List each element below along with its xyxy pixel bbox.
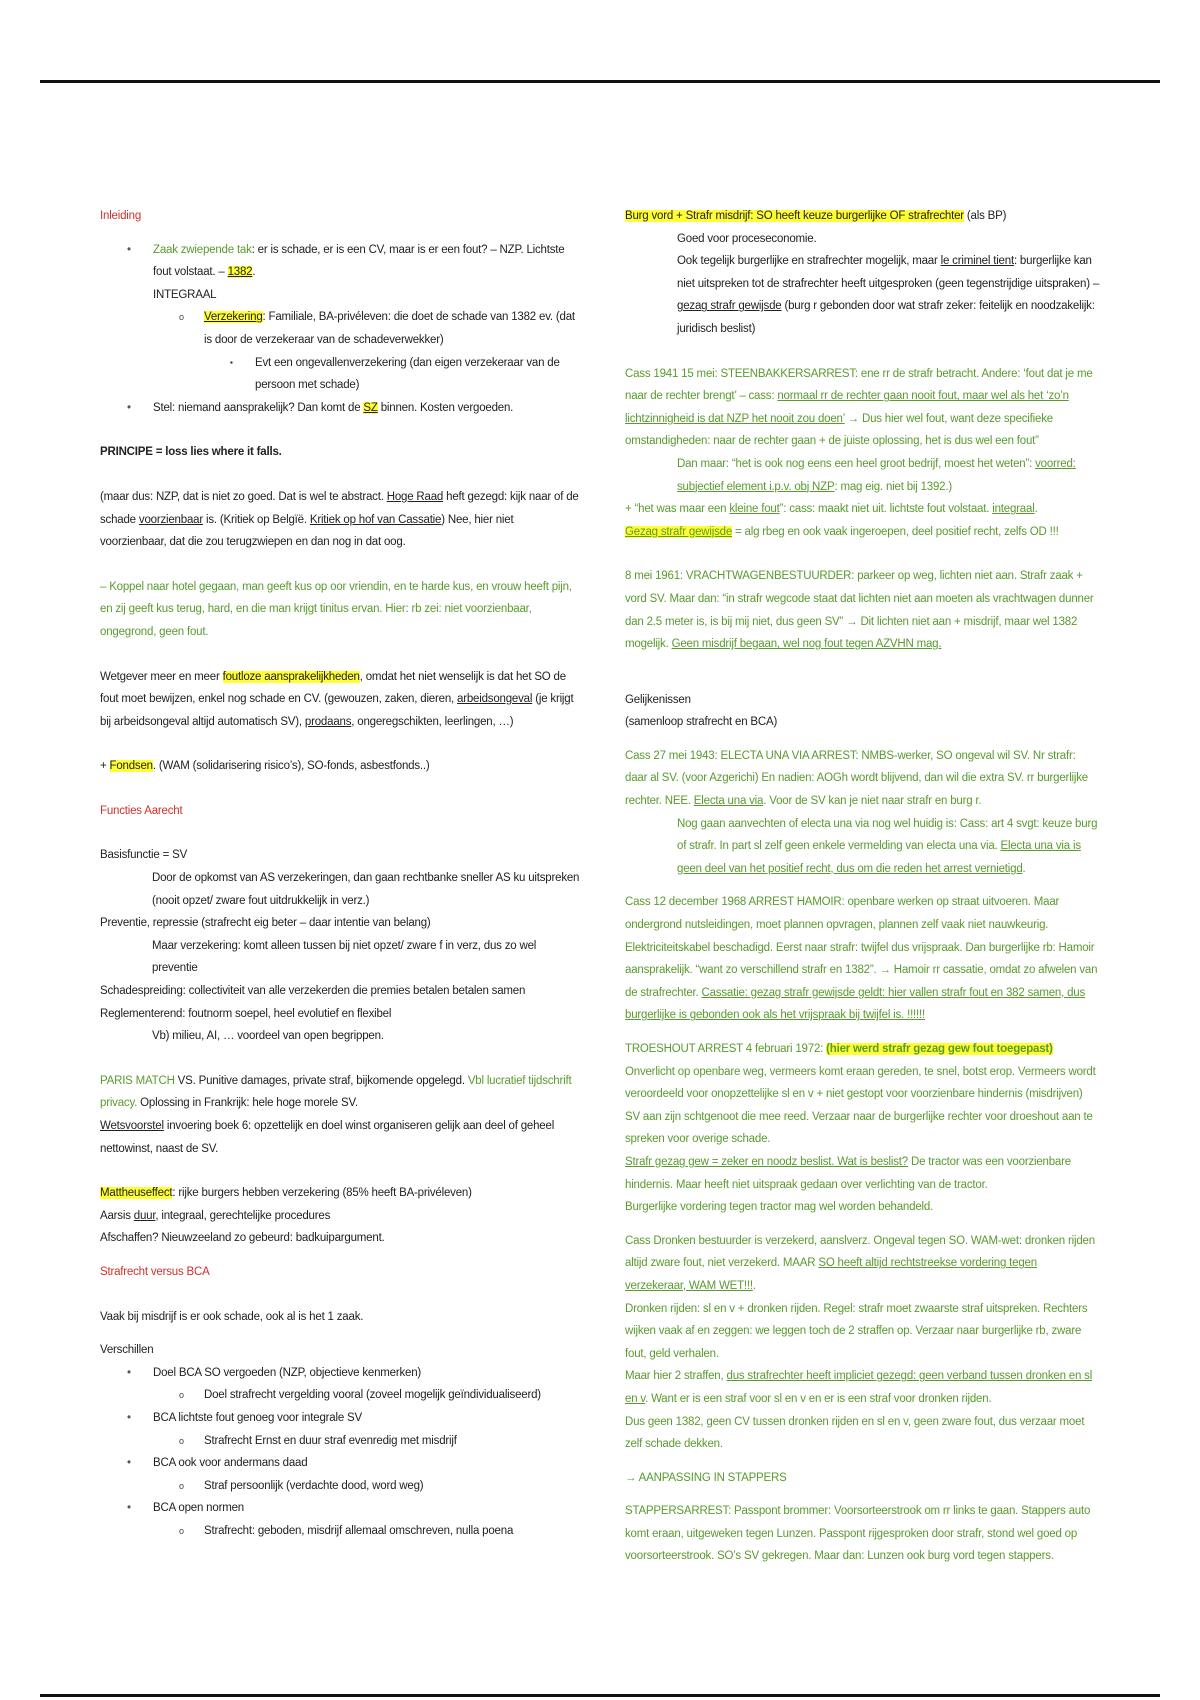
list-item: o Verzekering: Familiale, BA-privéleven: die doet de schade van 1382 ev. (dat is door de verzekeraar van de schadeverwekker) (100, 306, 580, 351)
paragraph: Basisfunctie = SV (100, 849, 188, 862)
case-paragraph: + “het was maar een kleine fout”: cass: maakt niet uit. lichtste fout volstaat. integraal. (625, 503, 1038, 516)
principe-heading: PRINCIPE = loss lies where it falls. (100, 446, 282, 459)
paragraph: Goed voor proceseconomie. (677, 232, 817, 245)
arrow-note: → AANPASSING IN STAPPERS (625, 1471, 787, 1484)
paragraph: Mattheuseffect: rijke burgers hebben verzekering (85% heeft BA-privéleven) (100, 1187, 472, 1200)
paragraph: Vb) milieu, AI, … voordeel van open begrippen. (152, 1030, 384, 1043)
list-item: o Doel strafrecht vergelding vooral (zoveel mogelijk geïndividualiseerd) (100, 1384, 580, 1407)
header-rule (40, 80, 1160, 83)
example-paragraph: – Koppel naar hotel gegaan, man geeft kus op oor vriendin, en te harde kus, en vrouw heeft pijn, en zij geeft kus terug, hard, en die man krijgt tinitus ervan. Hier: rb zei: niet voorzienbaar, ongegrond, geen fout. (100, 580, 572, 638)
list-item: • BCA lichtste fout genoeg voor integrale SV (100, 1407, 580, 1430)
case-paragraph: Cass 1941 15 mei: STEENBAKKERSARREST: ene rr de strafr betracht. Andere: ‘fout dat je me naar de rechter brengt’ – cass: normaal rr de rechter gaan nooit fout, maar wel als het ‘zo’n lichtzinnigheid is dat NZP het nooit zou doen’ → Dus hier wel fout, want deze specifieke omstandigheden: naar de rechter gaan + de juiste oplossing, het is dus wel een fout” (625, 367, 1093, 448)
case-paragraph: TROESHOUT ARREST 4 februari 1972: (hier werd strafr gezag gew fout toegepast) Onverlicht op openbare weg, vermeers komt eraan gereden, te snel, botst erop. Vermeers wordt veroordeeld voor onopzettelijke sl en v + niet gestopt voor voorzienbare hindernis (misdrijven) SV aan zijn schtgenoot die mee reed. Verzaar naar de burgerlijke rechter voor droeshout aan te spreken voor overige schade. (625, 1043, 1096, 1146)
paragraph: Afschaffen? Nieuwzeeland zo gebeurd: badkuipargument. (100, 1232, 385, 1245)
case-paragraph: Maar hier 2 straffen, dus strafrechter heeft impliciet gezegd: geen verband tussen dronken en sl en v. Want er is een straf voor sl en v en er is een straf voor dronken rijden. (625, 1370, 1093, 1405)
list-item: ▪ Evt een ongevallenverzekering (dan eigen verzekeraar van de persoon met schade) (100, 352, 580, 397)
paragraph: Maar verzekering: komt alleen tussen bij niet opzet/ zware f in verz, dus zo wel preventie (152, 939, 537, 975)
left-column (100, 205, 580, 1543)
section-title-functies: Functies Aarecht (100, 804, 183, 817)
paragraph: (maar dus: NZP, dat is niet zo goed. Dat is wel te abstract. Hoge Raad heft gezegd: kijk naar of de schade voorzienbaar is. (Kritiek op Belgïë. Kritiek op hof van Cassatie) Nee, hier niet voorzienbaar, dat die zou terugzwiepen en dan nog in dat oog. (100, 490, 579, 549)
right-column (625, 205, 1100, 1568)
paragraph: Schadespreiding: collectiviteit van alle verzekerden die premies betalen betalen samen (100, 985, 526, 998)
paragraph: Preventie, repressie (strafrecht eig beter – daar intentie van belang) (100, 917, 431, 930)
case-paragraph: Dronken rijden: sl en v + dronken rijden. Regel: strafr moet zwaarste straf uitspreken. Rechters wijken vaak af en zeggen: we leggen toch de 2 straffen op. Verzaar naar burgerlijke rb, zware fout, geld verhalen. (625, 1302, 1088, 1360)
paragraph: Door de opkomst van AS verzekeringen, dan gaan rechtbanke sneller AS ku uitspreken (nooit opzet/ zware fout uitdrukkelijk in verz.) (152, 872, 580, 907)
case-paragraph: Cass Dronken bestuurder is verzekerd, aanslverz. Ongeval tegen SO. WAM-wet: dronken rijden altijd zware fout, niet verzekerd. MAAR SO heeft altijd rechtstreekse vordering tegen verzekeraar, WAM WET!!!. (625, 1234, 1095, 1292)
case-paragraph: Dan maar: “het is ook nog eens een heel groot bedrijf, moest het weten”: voorred: subjectief element i.p.v. obj NZP: mag eig. niet bij 1392.) (677, 457, 1076, 493)
section-title-inleiding: Inleiding (100, 210, 142, 222)
case-paragraph: Cass 12 december 1968 ARREST HAMOIR: openbare werken op straat uitvoeren. Maar ondergrond nutsleidingen, moet plannen opvragen, plannen zelf vaak niet nauwkeurig. Elektriciteitskabel beschadigd. Eerst naar strafr: twijfel dus vrijspraak. Dan burgerlijke rb: Hamoir aansprakelijk. “want zo verschillend strafr en 1382”. → Hamoir rr cassatie, omdat zo afwelen van de strafrechter. Cassatie: gezag strafr gewijsde geldt: hier vallen strafr fout en 382 samen, dus burgerlijke is gebonden ook als het vrijspraak bij twijfel is. !!!!!! (625, 896, 1098, 1022)
list-item: • Doel BCA SO vergoeden (NZP, objectieve kenmerken) (100, 1362, 580, 1385)
paragraph: Burg vord + Strafr misdrijf: SO heeft keuze burgerlijke OF strafrechter (als BP) (625, 210, 1007, 222)
list-item: o Straf persoonlijk (verdachte dood, word weg) (100, 1475, 580, 1498)
case-paragraph: 8 mei 1961: VRACHTWAGENBESTUURDER: parkeer op weg, lichten niet aan. Strafr zaak + vord SV. Maar dan: “in strafr wegcode staat dat lichten niet aan moeten als vrachtwagen dunner dan 2.5 meter is, is bij mij niet, dus geen SV” → Dit lichten niet aan + misdrijf, maar wel 1382 mogelijk. Geen misdrijf begaan, wel nog fout tegen AZVHN mag. (625, 570, 1094, 651)
list-item: • Zaak zwiepende tak: er is schade, er is een CV, maar is er een fout? – NZP. Lichtste fout volstaat. – 1382. INTEGRAAL (100, 239, 580, 307)
list-item: o Strafrecht: geboden, misdrijf allemaal omschreven, nulla poena (100, 1520, 580, 1543)
case-paragraph: Dus geen 1382, geen CV tussen dronken rijden en sl en v, geen zware fout, dus verzaar moet zelf schade dekken. (625, 1415, 1085, 1451)
footer-rule (40, 1694, 1160, 1697)
list-item: • BCA ook voor andermans daad (100, 1452, 580, 1475)
case-paragraph: Nog gaan aanvechten of electa una via nog wel huidig is: Cass: art 4 svgt: keuze burg of strafr. In part sl zelf geen enkele vermelding van electa una via. Electa una via is geen deel van het positief recht, dus om die reden het arrest vernietigd. (677, 817, 1098, 875)
case-paragraph: Burgerlijke vordering tegen tractor mag wel worden behandeld. (625, 1201, 934, 1214)
paragraph: + Fondsen. (WAM (solidarisering risico’s), SO-fonds, asbestfonds..) (100, 760, 430, 773)
list-item: • BCA open normen (100, 1497, 580, 1520)
section-title-gelijkenissen: Gelijkenissen (625, 693, 691, 706)
paragraph: Reglementerend: foutnorm soepel, heel evolutief en flexibel (100, 1007, 392, 1020)
case-paragraph: Gezag strafr gewijsde = alg rbeg en ook vaak ingeroepen, deel positief recht, zelfs OD !!! (625, 525, 1059, 538)
paragraph: Wetgever meer en meer foutloze aansprakelijkheden, omdat het niet wenselijk is dat het SO de fout moet bewijzen, enkel nog schade en CV. (gewouzen, zaken, dieren, arbeidsongeval (je krijgt bij arbeidsongeval altijd automatisch SV), prodaans, ongeregschikten, leerlingen, …) (100, 670, 574, 728)
section-title-strafrecht: Strafrecht versus BCA (100, 1265, 210, 1278)
paragraph: Ook tegelijk burgerlijke en strafrechter mogelijk, maar le criminel tient: burgerlijke kan niet uitspreken tot de strafrechter heeft uitgesproken (geen tegenstrijdige uitspraken) – gezag strafr gewijsde (burg r gebonden door wat strafr zeker: feitelijk en noodzakelijk: juridisch beslist) (677, 255, 1100, 335)
case-paragraph: STAPPERSARREST: Passpont brommer: Voorsorteerstrook om rr links te gaan. Stappers auto komt eraan, uitgeweken tegen Lunzen. Passpont rijgesproken door strafr, stond wel goed op voorsorteerstrook. SO’s SV gekregen. Maar dan: Lunzen ook burg vord tegen stappers. (625, 1505, 1091, 1563)
paragraph: PARIS MATCH VS. Punitive damages, private straf, bijkomende opgelegd. Vbl lucratief tijdschrift privacy. Oplossing in Frankrijk: hele hoge morele SV. Wetsvoorstel invoering boek 6: opzettelijk en doel winst organiseren gelijk aan deel of geheel nettowinst, naast de SV. (100, 1074, 572, 1155)
paragraph: Aarsis duur, integraal, gerechtelijke procedures (100, 1209, 331, 1222)
section-subtitle: (samenloop strafrecht en BCA) (625, 716, 778, 729)
case-paragraph: Cass 27 mei 1943: ELECTA UNA VIA ARREST: NMBS-werker, SO ongeval wil SV. Nr strafr: daar al SV. (voor Azgerichi) En nadien: AOGh wordt blijvend, dan wil die extra SV. rr burgerlijke rechter. NEE. Electa una via. Voor de SV kan je niet naar strafr en burg r. (625, 749, 1088, 808)
list-item: • Stel: niemand aansprakelijk? Dan komt de SZ binnen. Kosten vergoeden. (100, 397, 580, 420)
list-item: o Strafrecht Ernst en duur straf evenredig met misdrijf (100, 1430, 580, 1453)
paragraph: Vaak bij misdrijf is er ook schade, ook al is het 1 zaak. (100, 1310, 364, 1323)
paragraph: Verschillen (100, 1344, 154, 1357)
case-paragraph: Strafr gezag gew = zeker en noodz beslist. Wat is beslist? De tractor was een voorzienbare hindernis. Maar heeft niet uitspraak gedaan over verlichting van de tractor. (625, 1155, 1071, 1191)
